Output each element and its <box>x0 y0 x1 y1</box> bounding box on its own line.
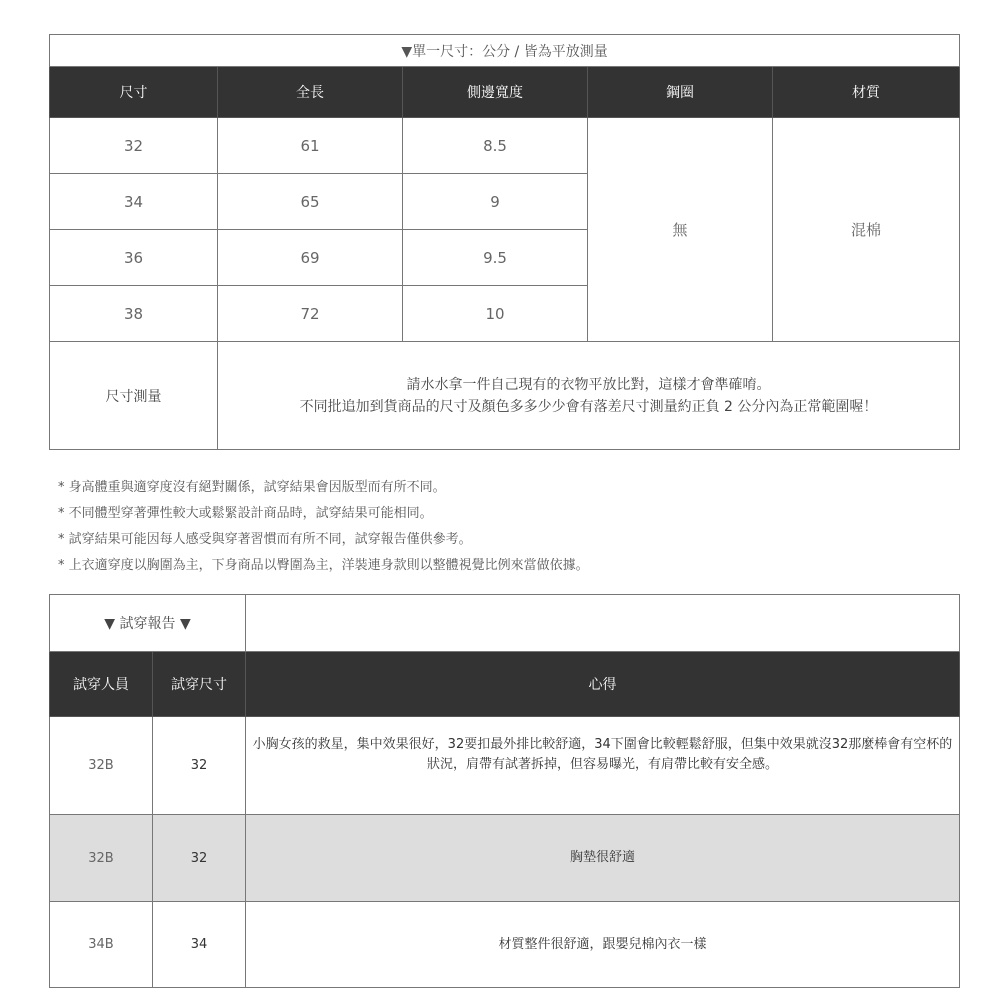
header-tester: 試穿人員 <box>50 652 153 717</box>
measure-note-line1: 請水水拿一件自己現有的衣物平放比對，這樣才會準確唷。 <box>406 376 771 393</box>
size-cell: 32 <box>50 118 218 174</box>
table-row <box>50 118 960 174</box>
side-width-cell: 9.5 <box>403 230 588 286</box>
table-row <box>50 902 960 988</box>
header-try-size: 試穿尺寸 <box>153 652 246 717</box>
tester-cell: 32B <box>50 815 153 902</box>
measure-label: 尺寸測量 <box>50 342 218 450</box>
tester-cell: 34B <box>50 902 153 988</box>
side-width-cell: 10 <box>403 286 588 342</box>
measure-note <box>218 342 960 450</box>
table-row <box>50 815 960 902</box>
try-size-cell: 32 <box>153 717 246 815</box>
header-size: 尺寸 <box>50 67 218 118</box>
length-cell: 69 <box>218 230 403 286</box>
size-cell: 34 <box>50 174 218 230</box>
fit-note: * 上衣適穿度以胸圍為主，下身商品以臀圍為主，洋裝連身款則以整體視覺比例來當做依據。 <box>58 558 589 573</box>
comment-cell: 小胸女孩的救星，集中效果很好，32要扣最外排比較舒適，34下圍會比較輕鬆舒服，但集中效果就沒32那麼棒會有空杯的狀況，肩帶有試著拆掉，但容易曝光，有肩帶比較有安全感。 <box>246 717 960 815</box>
side-width-cell: 8.5 <box>403 118 588 174</box>
measure-note-line2: 不同批追加到貨商品的尺寸及顏色多多少少會有落差尺寸測量約正負 2 公分內為正常範圍喔！ <box>299 398 878 415</box>
size-cell: 36 <box>50 230 218 286</box>
comment-cell: 胸墊很舒適 <box>246 815 960 902</box>
length-cell: 61 <box>218 118 403 174</box>
side-width-cell: 9 <box>403 174 588 230</box>
length-cell: 72 <box>218 286 403 342</box>
length-cell: 65 <box>218 174 403 230</box>
header-side-width: 側邊寬度 <box>403 67 588 118</box>
fit-notes <box>58 477 589 581</box>
try-size-cell: 32 <box>153 815 246 902</box>
empty-cell <box>246 595 960 652</box>
underwire-cell: 無 <box>588 118 773 342</box>
size-table-caption: ▼單一尺寸：公分 / 皆為平放測量 <box>50 35 960 67</box>
tester-cell: 32B <box>50 717 153 815</box>
table-row <box>50 717 960 815</box>
fit-note: * 不同體型穿著彈性較大或鬆緊設計商品時，試穿結果可能相同。 <box>58 506 433 521</box>
header-length: 全長 <box>218 67 403 118</box>
header-material: 材質 <box>773 67 960 118</box>
header-underwire: 鋼圈 <box>588 67 773 118</box>
size-cell: 38 <box>50 286 218 342</box>
try-report-table <box>49 594 960 988</box>
try-report-caption: ▼ 試穿報告 ▼ <box>50 595 246 652</box>
size-table <box>49 34 960 450</box>
material-cell: 混棉 <box>773 118 960 342</box>
comment-cell: 材質整件很舒適，跟嬰兒棉內衣一樣 <box>246 902 960 988</box>
fit-note: * 試穿結果可能因每人感受與穿著習慣而有所不同，試穿報告僅供參考。 <box>58 532 472 547</box>
header-comment: 心得 <box>246 652 960 717</box>
try-size-cell: 34 <box>153 902 246 988</box>
fit-note: * 身高體重與適穿度沒有絕對關係，試穿結果會因版型而有所不同。 <box>58 480 446 495</box>
